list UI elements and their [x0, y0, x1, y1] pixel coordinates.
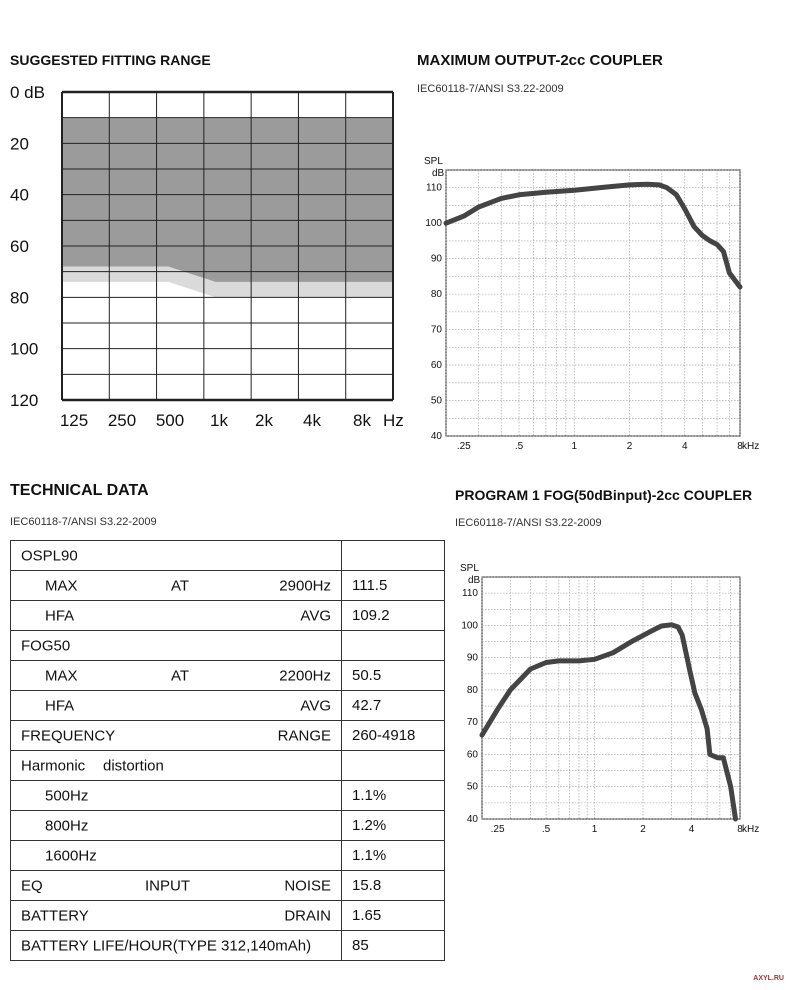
tech-value: 1.1% — [342, 841, 445, 871]
fitting-x-tick: 250 — [107, 411, 137, 430]
x-tick-label: 2 — [626, 441, 633, 452]
y-unit-label-spl: SPL — [460, 563, 479, 574]
tech-row — [11, 751, 445, 781]
tech-label-cell — [11, 931, 342, 961]
tech-label-cell — [11, 661, 342, 691]
y-unit-label-db: dB — [432, 168, 445, 179]
y-tick-label: 80 — [430, 289, 442, 301]
tech-qualifier: INPUT — [145, 877, 190, 894]
x-unit-label: kHz — [742, 824, 760, 835]
tech-param: FREQUENCY — [21, 727, 116, 744]
tech-label-cell — [11, 871, 342, 901]
tech-row — [11, 631, 445, 661]
y-tick-label: 50 — [466, 781, 478, 793]
tech-label-cell — [11, 571, 342, 601]
tech-qualifier: distortion — [103, 757, 164, 774]
fitting-x-tick: 1k — [210, 411, 228, 430]
tech-label-cell — [11, 751, 342, 781]
x-unit-label: kHz — [742, 441, 760, 452]
mpo-subtitle: IEC60118-7/ANSI S3.22-2009 — [417, 83, 564, 95]
tech-param: HFA — [45, 607, 75, 624]
y-tick-label: 40 — [430, 431, 442, 442]
tech-value: 260-4918 — [342, 721, 445, 751]
y-tick-label: 110 — [426, 182, 442, 194]
fog-chart — [455, 560, 785, 850]
y-tick-label: 80 — [466, 684, 478, 696]
y-unit-label-db: dB — [468, 575, 481, 586]
tech-row — [11, 811, 445, 841]
tech-title: TECHNICAL DATA — [10, 482, 149, 499]
tech-row — [11, 721, 445, 751]
y-tick-label: 100 — [425, 218, 442, 230]
tech-label-cell — [11, 601, 342, 631]
y-tick-label: 70 — [466, 717, 478, 729]
fog-subtitle: IEC60118-7/ANSI S3.22-2009 — [455, 517, 602, 529]
y-tick-label: 60 — [430, 360, 442, 372]
tech-param: FOG50 — [21, 637, 71, 654]
tech-condition: RANGE — [277, 727, 331, 744]
fitting-range-chart — [0, 83, 404, 434]
x-tick-label: 4 — [688, 824, 695, 835]
tech-value: 1.1% — [342, 781, 445, 811]
y-tick-label: 100 — [461, 620, 478, 632]
tech-condition: 2900Hz — [279, 577, 331, 594]
tech-value: 15.8 — [342, 871, 445, 901]
tech-row — [11, 601, 445, 631]
y-tick-label: 70 — [430, 324, 442, 336]
tech-qualifier: AT — [171, 577, 190, 594]
fitting-x-tick: 125 — [59, 411, 89, 430]
tech-row — [11, 571, 445, 601]
tech-label-cell — [11, 781, 342, 811]
fitting-y-tick: 20 — [10, 134, 29, 154]
tech-condition: NOISE — [284, 877, 331, 894]
technical-data-table — [10, 540, 445, 961]
y-tick-label: 110 — [462, 588, 478, 600]
x-tick-label: 8 — [737, 441, 743, 452]
fog-title: PROGRAM 1 FOG(50dBinput)-2cc COUPLER — [455, 487, 753, 503]
y-tick-label: 40 — [466, 814, 478, 825]
fitting-y-tick: 40 — [10, 185, 29, 205]
x-tick-label: 1 — [591, 824, 598, 835]
fitting-y-tick: 60 — [10, 237, 29, 256]
x-tick-label: .25 — [490, 824, 505, 835]
tech-row — [11, 841, 445, 871]
fitting-y-tick: 80 — [10, 288, 29, 308]
tech-param: MAX — [45, 577, 78, 594]
tech-label-cell — [11, 841, 342, 871]
tech-row — [11, 781, 445, 811]
tech-condition: AVG — [300, 697, 331, 714]
x-tick-label: .5 — [514, 441, 524, 452]
tech-row — [11, 691, 445, 721]
plot-frame — [446, 170, 740, 436]
tech-row — [11, 661, 445, 691]
fitting-x-tick: 8k — [353, 411, 371, 430]
tech-value — [342, 631, 445, 661]
tech-label-cell — [11, 811, 342, 841]
fitting-y-tick: 120 — [10, 391, 39, 410]
x-tick-label: .5 — [541, 824, 551, 835]
tech-condition: 2200Hz — [279, 667, 331, 684]
tech-label-cell — [11, 901, 342, 931]
fitting-title: SUGGESTED FITTING RANGE — [10, 52, 211, 68]
x-tick-label: 2 — [640, 824, 646, 835]
tech-subtitle: IEC60118-7/ANSI S3.22-2009 — [10, 516, 157, 528]
tech-value: 111.5 — [342, 571, 445, 601]
fitting-x-tick: 2k — [255, 411, 273, 430]
tech-label-cell — [11, 631, 342, 661]
tech-value — [342, 541, 445, 571]
tech-label-cell — [11, 721, 342, 751]
tech-row — [11, 901, 445, 931]
tech-label-cell — [11, 691, 342, 721]
tech-param: BATTERY LIFE/HOUR(TYPE 312,140mAh) — [21, 937, 312, 954]
tech-value: 1.2% — [342, 811, 445, 841]
tech-condition: AVG — [300, 607, 331, 624]
x-tick-label: 4 — [681, 441, 688, 452]
y-tick-label: 90 — [466, 652, 478, 664]
tech-param: BATTERY — [21, 907, 89, 924]
x-tick-label: .25 — [456, 441, 471, 452]
tech-param: EQ — [21, 877, 43, 894]
tech-param: Harmonic — [21, 757, 86, 774]
fitting-range-area — [62, 118, 393, 282]
tech-param: HFA — [45, 697, 75, 714]
mpo-chart — [410, 150, 790, 460]
fitting-y-tick: 0 dB — [10, 83, 45, 102]
x-tick-label: 8 — [737, 824, 743, 835]
y-tick-label: 60 — [466, 749, 478, 761]
y-unit-label-spl: SPL — [424, 156, 443, 167]
y-tick-label: 50 — [430, 395, 442, 407]
watermark: AXYL.RU — [753, 975, 784, 982]
tech-param: 800Hz — [45, 817, 89, 834]
fitting-y-tick: 100 — [10, 339, 39, 359]
tech-value — [342, 751, 445, 781]
tech-qualifier: AT — [171, 667, 190, 684]
plot-frame — [482, 577, 740, 819]
fitting-x-unit: Hz — [383, 411, 404, 430]
x-tick-label: 1 — [571, 441, 578, 452]
tech-value: 109.2 — [342, 601, 445, 631]
tech-row — [11, 541, 445, 571]
tech-value: 42.7 — [342, 691, 445, 721]
tech-param: MAX — [45, 667, 78, 684]
tech-condition: DRAIN — [284, 907, 331, 924]
tech-row — [11, 871, 445, 901]
y-tick-label: 90 — [430, 253, 442, 265]
tech-value: 50.5 — [342, 661, 445, 691]
tech-value: 1.65 — [342, 901, 445, 931]
mpo-title: MAXIMUM OUTPUT-2cc COUPLER — [417, 52, 663, 69]
tech-row — [11, 931, 445, 961]
tech-label-cell — [11, 541, 342, 571]
tech-value: 85 — [342, 931, 445, 961]
tech-param: OSPL90 — [21, 547, 78, 564]
fitting-x-tick: 4k — [303, 411, 321, 430]
tech-param: 1600Hz — [45, 847, 97, 864]
fitting-x-tick: 500 — [155, 411, 185, 430]
tech-param: 500Hz — [45, 787, 89, 804]
